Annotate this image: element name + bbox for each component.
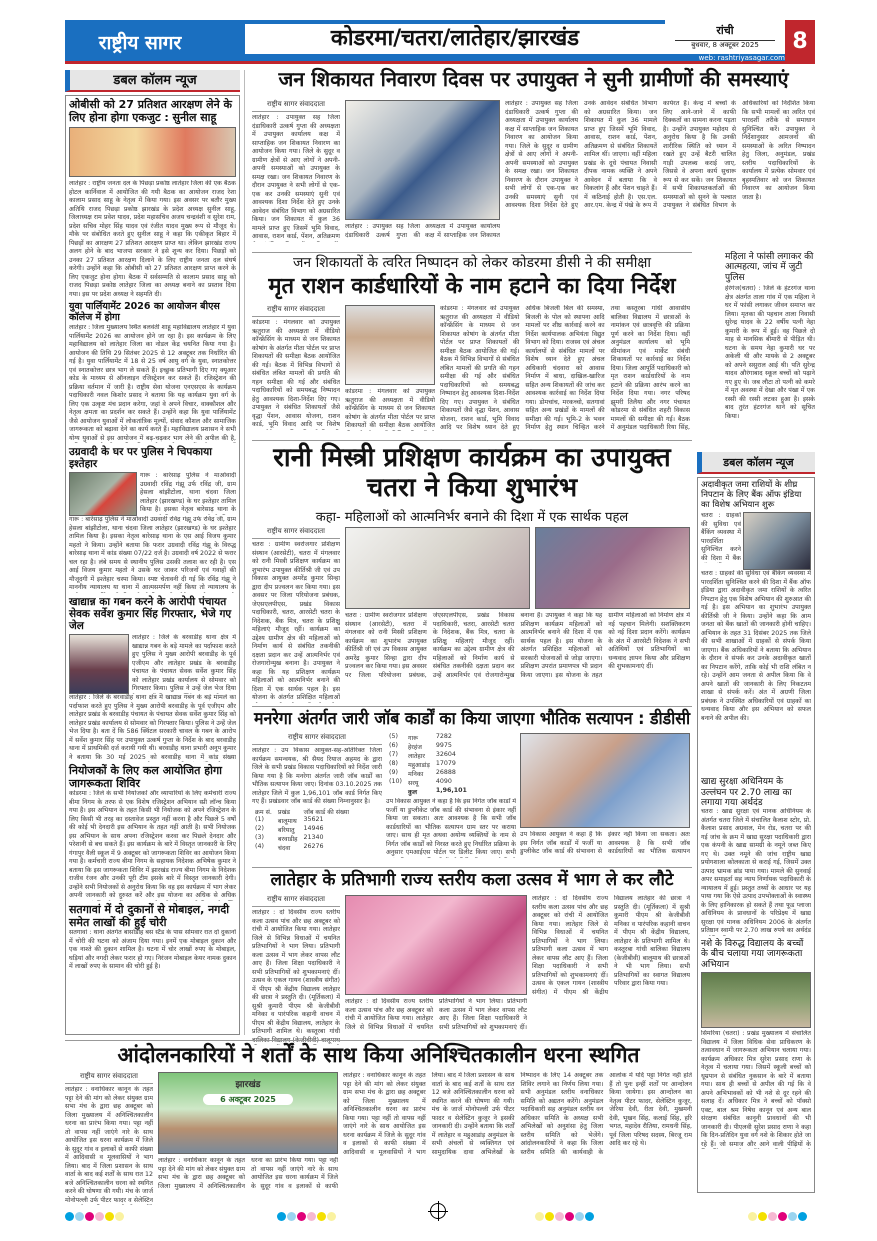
date-box xyxy=(665,20,785,54)
cell: (9) xyxy=(389,769,398,776)
cell: 32604 xyxy=(435,751,456,758)
article-headline xyxy=(252,706,692,731)
crosshair-registration-icon xyxy=(430,1203,446,1219)
article-headline: खाद्यान्न का गबन करने के आरोपी पंचायत सेवक सर्वेश कुमार सिंह गिरफ्तार, भेजे गए जेल xyxy=(69,595,232,633)
article-headline: खाद्य सुरक्षा अधिनियम के उल्लंघन पर 2.70 लाख का लगाया गया अर्थदंड xyxy=(701,777,792,809)
color-registration-marks xyxy=(65,1206,125,1225)
cell: (6) xyxy=(389,742,398,749)
article-body: कोडरमा : मंगलवार को उपायुक्त ऋतुराज की अध्यक्षता में वीडियो कॉन्फ्रेंसिंग के माध्यम से जन शिकायत कोषांग के अंतर्गत मीता पोर्टल पर प्राप्त शिकायतों की समीक्षा बैठक आयोजित की गई। बैठक में विभिन्न विभागों से संबंधित लंबित मामलों की प्रगति की गहन समीक्षा की गई और संबंधित पदाधिकारियों को समयबद्ध निष्पादन हेतु आवश्यक दिशा-निर्देश दिए गए। उपायुक्त ने संबंधित शिकायतों जैसे वृद्धा पेंशन, आवास योजना, राशन कार्ड, भूमि विवाद आदि पर विशेष ध्यान देते हुए अधिक बिजली बिल की समस्या, बिजली के पोल को स्थापना आदि मामलों पर शीघ्र कार्रवाई करने का निर्देश कार्यपालक अभियंता विद्युत विभाग को दिया। राजस्व एवं अंचल कार्यालयों से संबंधित मामलों पर विशेष ध्यान देते हुए अंचल अधिकारी चंदवारा को आवास निर्माण में बाधा, दाखिल-खारिज सहित अन्य शिकायतों की जांच कर आवश्यक कार्रवाई का निर्देश दिया गया। डोमचांच, मरकच्चो, सतगावां सहित अन्य प्रखंडों के मामलों की समीक्षा की गई। भूमि-2 के भवन निर्माण हेतु स्थान चिन्हित करने तथा कस्तूरबा गांधी आवासीय बालिका विद्यालय में छात्राओं के नामांकन एवं छात्रवृत्ति की प्रक्रिया पूर्ण करने का निर्देश दिया। वहीं अनुमंडल कार्यालय को भूमि सीमांकन एवं मार्केट संबंधी शिकायतों पर कार्रवाई का निर्देश दिया। जिला आपूर्ति पदाधिकारी को मृत राशन कार्डधारियों के नाम हटाने की प्रक्रिया आरंभ करने का निर्देश दिया गया। नगर परिषद झुमरी तिलैया और नगर पंचायत कोडरमा से संबंधित शहरी विकास मामलों की समीक्षा की गई। बैठक में अनुमंडल पदाधिकारी रिया सिंह, xyxy=(440,305,690,431)
edition-date: बुधवार, 8 अक्टूबर 2025 xyxy=(675,40,775,50)
awareness-campaign-photo xyxy=(701,972,811,1028)
article-body: लातेहार : उपायुक्त सह जिला दंडाधिकारी उत्कर्ष गुप्ता की अध्यक्षता में उपायुक्त कार्यालय कक्ष में साप्ताहिक जन शिकायत निवारण का आयोजन किया गया। जिले के सुदूर व ग्रामीण क्षेत्रों से आए लोगों ने अपनी-अपनी समस्याओं को उपायुक्त के समक्ष रखा। जन शिकायत निवारण के दौरान उपायुक्त ने सभी लोगों से एक-एक कर उनकी समस्याएं सुनी एवं आवश्यक दिशा निर्देश देते हुए उनके आवेदन संबंधित विभाग को अग्रसारित किया। जन शिकायत में कुल 36 मामले प्राप्त हुए जिसमें भूमि विवाद, आवास, राशन कार्ड, पेंशन, अतिक्रमण से संबंधित शिकायतें शामिल थीं। जाएगा। वहीं महिला प्रखंड के दूधे पंचायत निवासी दीपक नामक व्यक्ति ने अपने आवेदन में बताया कि वे विकलांग हैं और पेंशन चाहते हैं। में कठिनाई होती है। एस.एल. आर.एम. केन्द्र में पंखे के रूप में कार्यरत हैं। केन्द्र में बच्चों के लिए आने-जाने में काफी दिक्कतों का सामना करना पड़ता है। उन्होंने उपायुक्त महोदय से अनुरोध किया है कि उनकी शारीरिक स्थिति को ध्यान में रखते हुए उन्हें बैटरी चालित गाड़ी उपलब्ध कराई जाए, जिससे वे अपना कार्य सुचारू रूप से कर सकें। जन शिकायत में सभी शिकायतकर्ताओं की समस्याओं को सुनने के पश्चात उपायुक्त ने संबंधित विभाग के अधिकारियों को निर्देशित किया कि सभी मामलों का त्वरित एवं पारदर्शी तरीके से समाधान सुनिश्चित करें। उपायुक्त ने निर्देशानुसार आमजनों की समस्याओं के त्वरित निष्पादन हेतु जिला, अनुमंडल, प्रखंड स्तरीय पदाधिकारियों के कार्यालय में प्रत्येक सोमवार एवं बृहस्पतिवार को जन शिकायत निवारण का आयोजन किया जाता है। xyxy=(505,100,815,209)
article-body: चतरा : ग्रामीण स्वरोजगार प्रशिक्षण संस्थान (आरसेटी), चतरा में मंगलवार को रानी मिस्त्री प्रशिक्षण कार्यक्रम का शुभारंभ उपायुक्त कीर्तिश्री जी एवं उप विकास आयुक्त अमरेंद्र कुमार सिन्हा द्वारा दीप प्रज्वलन कर किया गया। इस अवसर पर जिला परियोजना प्रबंधक, जेएसएलपीएस, प्रखंड विकास पदाधिकारी, चतरा, आरसेटी चतरा के निदेशक, बैंक मित्र, चतरा के प्रशिक्षु महिलाएं मौजूद रहीं। कार्यक्रम का उद्देश्य ग्रामीण क्षेत्र की महिलाओं को निर्माण कार्य से संबंधित तकनीकी दक्षता प्रदान कर उन्हें आत्मनिर्भर एवं रोजगारोन्मुख बनाना है। उपायुक्त ने कहा कि यह प्रशिक्षण कार्यक्रम महिलाओं को आत्मनिर्भर बनाने की दिशा में एक सार्थक पहल है। इस योजना के अंतर्गत प्रशिक्षित महिलाओं को सरकारी योजनाओं से जोड़ा जाएगा। प्रशिक्षण उपरांत प्रमाणपत्र भी प्रदान किया जाएगा। इस योजना के तहत ग्रामीण महिलाओं को निर्माण क्षेत्र में नई पहचान मिलेगी। सशक्तिकरण को नई दिशा प्रदान करेंगे। कार्यक्रम के अंत में आरसेटी निदेशक ने सभी अतिथियों एवं प्रतिभागियों का धन्यवाद ज्ञापन किया और प्रशिक्षण की शुभकामनाएं दीं। xyxy=(345,612,690,679)
double-column-news-label: डबल कॉलम न्यूज xyxy=(697,452,815,474)
article-photo xyxy=(69,472,137,516)
newspaper-logo: राष्ट्रीय सागर xyxy=(98,32,182,54)
table-row xyxy=(252,843,352,852)
cell: हेरहंज xyxy=(407,744,422,751)
kicker xyxy=(252,255,692,272)
mnrega-col2 xyxy=(386,733,516,858)
cell: बरियातु xyxy=(277,826,295,834)
table-row xyxy=(386,760,470,769)
article-body: कोडरमा : जिले के सभी नियोजकों और व्यापारियों के लिए कर्मचारी राज्य बीमा निगम के तरफ से एक विशेष रजिस्ट्रेशन अभियान स्प्री लॉन्च किया गया है। इस अभियान के तहत किसी भी नियोजक को अपने रजिस्ट्रेशन के लिए किसी भी तरह का दस्तावेज प्रस्तुत नहीं करना है और पिछले 5 वर्षों की कोई भी देनदारी इस अभियान के तहत नहीं आती है। सभी नियोजक इस अभियान के साथ अपना रजिस्ट्रेशन करवा कर पिछले देनदार और परेशानी से बच सकते हैं। इस कार्यक्रम के बारे में विस्तृत जानकारी के लिए गंगापुर वैली स्कूल में 9 अक्टूबर को जागरूकता शिविर का आयोजन किया गया है। कर्मचारी राज्य बीमा निगम के सहायक निदेशक अभिषेक कुमार ने बताया कि इस जागरूकता शिविर में झारखंड राज्य बीमा निगम के निदेशक राजीव रंजन और उनकी पूरी टीम इसके बारे में विस्तृत जानकारी देगी। उन्होंने सभी नियोजकों से अनुरोध किया कि वह इस कार्यक्रम में भाग लेकर अपनी जानकारी को दुरुस्त करें और इस योजना का अधिक से अधिक xyxy=(69,790,236,900)
article-body: सिमरिया (चतरा) : प्रखंड मुख्यालय में संचालित विद्यालय में जिला विधिक सेवा प्राधिकरण के तत्वावधान में जागरूकता अभियान चलाया गया। कार्यक्रम अधिकार मित्र सुरेश प्रसाद राणा के नेतृत्व में चलाया गया। जिसमें स्कूली बच्चों को धूम्रपान से संबंधित नुकसान के बारे में बताया गया। साथ ही बच्चों से अपील की गई कि वे अपने अभिभावकों को भी नशे से दूर रहने की सलाह दें। अधिकार मित्र ने बच्चों को पॉक्सो एक्ट, बाल श्रम निषेध कानून एवं अन्य बाल संरक्षण संबंधित कानूनी प्रावधानों की भी जानकारी दी। पीएलवी सुरेश प्रसाद राणा ने कहा कि दिन-प्रतिदिन युवा वर्ग नशे के शिकार होते जा रहे हैं। जो समाज और आने वाली पीढ़ियों के xyxy=(701,1030,811,1148)
cell: 21340 xyxy=(303,833,324,841)
cell: 1,96,101 xyxy=(435,787,467,794)
cell: कुल xyxy=(407,789,418,796)
banner-text: झारखंड xyxy=(235,1080,261,1090)
cell: (8) xyxy=(389,760,398,767)
column-header: प्रखंड xyxy=(277,808,290,816)
article-body: गारू : बारेसाढ़ पुलिस ने माओवादी उग्रवादी रविंद्र गंझू उर्फ रविंद्र जी, ग्राम हेसला बांझीटोला, थाना चंदवा जिला लातेहार (झारखण्ड) के घर इश्तेहार तामिल किया है। इसका नेतृत्व बारेसाढ़ थाना के एस आई विजय कुमार महतो ने किया। उन्होंने बताया कि फरार उग्रवादी रविंद्र गंझू के विरुद्ध बारेसाढ़ थाना में कांड संख्या 07/22 दर्ज है। उग्रवादी वर्ष 2022 से फरार चल रहा है। लंबे समय से स्थानीय पुलिस उसकी तलाश कर रही है। एस आई विजय कुमार महतो ने उसके घर जाकर परिजनों एवं गवाहों की मौजूदगी में इश्तेहार चस्पा किया। स्पष्ट चेतावनी दी गई कि रविंद्र गंझू ने माननीय न्यायालय या थाना में आत्मसमर्पण नहीं किया तो न्यायालय के xyxy=(69,516,236,592)
double-column-news-label: डबल कॉलम न्यूज xyxy=(65,70,240,92)
top-byline-block xyxy=(252,100,340,242)
article-headline: उग्रवादी के घर पर पुलिस ने चिपकाया इश्तेहार xyxy=(69,446,212,471)
training-photo-1 xyxy=(345,527,530,609)
masthead xyxy=(65,20,815,64)
right-news-box xyxy=(697,477,815,1193)
column-header: जॉब कार्ड की संख्या xyxy=(303,808,349,816)
color-registration-marks xyxy=(535,1206,595,1225)
article-body: लातेहार : वनाधिकार कानून के तहत पट्टा देने की मांग को लेकर संयुक्त ग्राम सभा मंच के द्वारा छह अक्टूबर को जिला मुख्यालय में अनिश्चितकालीन धरना का प्रारंभ किया गया। पट्टा नहीं तो वापस नहीं जाएंगे नारे के साथ आयोजित इस धरना कार्यक्रम में जिले के सुदूर गांव व इलाकों से काफी संख्या में आदिवासी व मूलवासियों ने भाग लिया। बाद में जिला प्रशासन के साथ वार्ता के बाद कई शर्तों के साथ रात 12 बजे अनिश्चितकालीन धरना को स्थगित करने की घोषणा की गयी। मंच के जार्ज मोनोपल्ली उर्फ पीटर फादर व सेलेस्टिन xyxy=(65,1086,153,1204)
kodarma-story xyxy=(252,252,692,302)
article-body: चतरा : ग्राहकों की सुविधा एवं बैंकिंग व्यवस्था में पारदर्शिता सुनिश्चित करने की दिशा में बैंक ऑफ इंडिया द्वारा अदावीकृत जमा राशियों के त्वरित निपटान हेतु एक विशेष अभियान की शुरुआत की गई है। इस अभियान का शुभारंभ उपायुक्त कीर्तिश्री जी ने किया। उन्होंने कहा कि आम जनता को बैंक खातों की जानकारी होनी चाहिए। अभियान के तहत 31 दिसंबर 2025 तक जिले की सभी शाखाओं में ग्राहकों से संपर्क किया जाएगा। बैंक अधिकारियों ने बताया कि अभियान के दौरान वे संपर्क कर उनके अदावीकृत खातों का निपटान करेंगे, ताकि कोई भी राशि लंबित न रहे। उन्होंने आम जनता से अपील किया कि वे अपने खातों की जानकारी के लिए निकटतम शाखा से संपर्क करें। अंत में अग्रणी जिला प्रबंधक ने उपस्थित अधिकारियों एवं ग्राहकों का धन्यवाद किया और इस अभियान को सफल बनाने की अपील की। xyxy=(701,570,811,722)
cell: 4090 xyxy=(435,778,452,785)
cell: (4) xyxy=(255,842,264,850)
bank-campaign-photo xyxy=(743,512,811,570)
color-registration-marks xyxy=(748,1206,808,1225)
byline: राष्ट्रीय सागर संवाददाता xyxy=(252,527,340,539)
column-header: क्रम सं. xyxy=(255,808,272,816)
article-body: कोडरमा : मंगलवार को उपायुक्त ऋतुराज की अध्यक्षता में वीडियो कॉन्फ्रेंसिंग के माध्यम से जन शिकायत कोषांग के अंतर्गत मीता पोर्टल पर प्राप्त शिकायतों की समीक्षा बैठक आयोजित xyxy=(345,388,435,429)
article-headline: अदावीकृत जमा राशियों के शीघ्र निपटान के लिए बैंक ऑफ इंडिया का विशेष अभियान शुरू xyxy=(701,480,802,510)
color-registration-marks xyxy=(277,1206,337,1225)
article-body: सतगावां : थाना अंतर्गत बासोडीह बस स्टैंड के पास सोमवार रात दो दुकानों में चोरी की घटना को अंजाम दिया गया। इनमें एक मोबाइल दुकान और एक नाश्ते की दुकान शामिल है। घटना में चोर लाखों रुपए के मोबाइल, घड़ियां और नगदी लेकर फरार हो गए। निरंजन मोबाइल केयर नामक दुकान में लाखों रुपए के सामान की चोरी हुई है। xyxy=(69,929,236,971)
table-row xyxy=(252,816,352,825)
article-body: लातेहार : वनाधिकार कानून के तहत पट्टा देने की मांग को लेकर संयुक्त ग्राम सभा मंच के द्वारा छह अक्टूबर को जिला मुख्यालय में अनिश्चितकालीन धरना का प्रारंभ किया गया। पट्टा नहीं तो वापस नहीं जाएंगे नारे के साथ आयोजित इस धरना कार्यक्रम में जिले के सुदूर गांव व इलाकों से काफी xyxy=(158,1157,338,1190)
table-row xyxy=(386,742,470,751)
edition-city: रांची xyxy=(716,24,734,37)
article-headline: नियोजकों के लिए कल आयोजित होगा जागरूकता शिविर xyxy=(69,764,223,790)
cell: महुआडांड़ xyxy=(407,762,430,769)
article-body: लातेहार : दो दिवसीय राज्य स्तरीय कला उत्सव पांच और छह अक्टूबर को रांची में आयोजित किया गया। लातेहार जिले से विभिन्न विधाओं में चयनित प्रतिभागियों ने भाग लिया। प्रतिभागी कला उत्सव में भाग लेकर वापस लौट आए हैं। जिला शिक्षा पदाधिकारी ने सभी प्रतिभागियों को शुभकामनाएं दीं। उत्सव के एकल गायन (शास्त्रीय संगीत) में पीएम श्री केंद्रीय विद्यालय लातेहार की छात्रा ने प्रस्तुति दी। (मूर्तिकला) में सुश्री कुमारी पीएम श्री केजीबीवी मनिका व पारंपरिक कहानी वाचन में पीएम श्री केंद्रीय विद्यालय, लातेहार के प्रतिभागी शामिल थे। कस्तूरबा गांधी बालिका विद्यालय (केजीबीवी) बालूमाथ की छात्राओं ने भी भाग लिया। सभी प्रतिभागियों का स्वागत विद्यालय परिवार द्वारा किया गया। xyxy=(532,895,690,996)
left-news-box xyxy=(65,95,240,1035)
article-body: लातेहार : जिले के बरवाडीह थाना क्षेत्र में खाद्यान्न गबन के बड़े मामले का पर्दाफाश करते हुए पुलिस ने मुख्य आरोपी बरवाडीह के पूर्व एजीएम और लातेहार प्रखंड के बरवाडीह पंचायत के पंचायत सेवक सर्वेश कुमार सिंह को लातेहार प्रखंड कार्यालय से सोमवार को गिरफ्तार किया। पुलिस ने उन्हें जेल भेज दिया है। बता दें कि 586 क्विंटल सरकारी चावल के गबन के आरोप में सर्वेश कुमार सिंह पर उपायुक्त उत्कर्ष गुप्ता के निर्देश के बाद बरवाडीह थाना में प्राथमिकी दर्ज करायी गयी थी। बरवाडीह थाना प्रभारी अनूप कुमार ने बताया कि 30 मई 2025 को बरवाडीह थाना में कांड संख्या xyxy=(69,694,236,761)
article-headline: रानी मिस्त्री प्रशिक्षण कार्यक्रम का उपायुक्त चतरा ने किया शुभारंभ xyxy=(273,443,671,503)
cell: लातेहार xyxy=(407,753,425,760)
cell: बालूमाथ xyxy=(277,817,297,825)
article-headline-text: मनरेगा अंतर्गत जारी जॉब कार्डों का किया जाएगा भौतिक सत्यापन : डीडीसी xyxy=(253,709,691,729)
job-card-table-cont xyxy=(386,733,470,796)
article-body: लातेहार : उप विकास आयुक्त-सह-अतिरिक्त जिला कार्यक्रम समन्वयक, श्री सैयद रियाज अहमद के द्वारा जिले के सभी प्रखंड विकास पदाधिकारियों को निर्देश जारी किया गया है कि मनरेगा अंतर्गत जारी जॉब कार्डों का भौतिक सत्यापन किया जाए। दिनांक 03.10.2025 तक लातेहार जिले में कुल 1,96,101 जॉब कार्ड निर्गत किए गए हैं। प्रखंडवार जॉब कार्ड की संख्या निम्नानुसार है। xyxy=(252,747,382,805)
top-headline-text: जन शिकायत निवारण दिवस पर उपायुक्त ने सुनी ग्रामीणों की समस्याएं xyxy=(278,67,789,91)
kala-byline-block xyxy=(252,895,340,1045)
cell: (1) xyxy=(255,815,264,823)
article-headline-text: आंदोलनकारियों ने शर्तों के साथ किया अनिश्चितकालीन धरना स्थगित xyxy=(117,1043,640,1067)
cell: 7282 xyxy=(435,733,452,740)
article-body-intro: गारू : बारेसाढ़ पुलिस ने माओवादी उग्रवादी रविंद्र गंझू उर्फ रविंद्र जी, ग्राम हेसला बांझीटोला, थाना चंदवा जिला लातेहार (झारखण्ड) के घर इश्तेहार तामिल किया है। इसका नेतृत्व बारेसाढ़ थाना के xyxy=(140,472,236,514)
article-body: चतरा : ग्रामीण स्वरोजगार प्रशिक्षण संस्थान (आरसेटी), चतरा में मंगलवार को रानी मिस्त्री प्रशिक्षण कार्यक्रम का शुभारंभ उपायुक्त कीर्तिश्री जी एवं उप विकास आयुक्त अमरेंद्र कुमार सिन्हा द्वारा दीप प्रज्वलन कर किया गया। इस अवसर पर जिला परियोजना प्रबंधक, जेएसएलपीएस, प्रखंड विकास पदाधिकारी, चतरा, आरसेटी चतरा के निदेशक, बैंक मित्र, चतरा के प्रशिक्षु महिलाएं मौजूद रहीं। कार्यक्रम का उद्देश्य ग्रामीण क्षेत्र की महिलाओं को निर्माण कार्य से संबंधित तकनीकी दक्षता प्रदान कर उन्हें आत्मनिर्भर एवं रोजगारोन्मुख बनाना है। उपायुक्त ने कहा कि यह प्रशिक्षण कार्यक्रम महिलाओं को आत्मनिर्भर बनाने की दिशा में एक सार्थक पहल है। इस योजना के अंतर्गत प्रशिक्षित महिलाओं xyxy=(252,541,340,701)
cell: 9975 xyxy=(435,742,452,749)
article-body: हेरंगंज(चतरा) : जिले के हंटरगंज थाना क्षेत्र अंतर्गत ताला गांव में एक महिला ने घर में फांसी लगाकर जीवन समाप्त कर लिया। मृतका की पहचान ताला निवासी सुरेन्द्र यादव के 22 वर्षीय पत्नी नेहा कुमारी के रूप में हुई। वह पिछले दो माह से मानसिक बीमारी से पीड़ित थी। घटना के समय नेहा कुमारी घर पर अकेली थी और मायके से 2 अक्टूबर को अपने ससुराल आई थी। पति सुरेन्द्र यादव औरंगाबाद स्कूल बच्चों को पढ़ाने गए हुए थे। जब लौटा तो पत्नी को कमरे में मृत अवस्था में देखा और पंखा में एक रस्सी की रस्सी लटका हुआ है। इसके बाद तुरंत हंटरगंज थाने को सूचित किया। xyxy=(725,285,815,420)
article-body-intro: चतरा : ग्राहकों की सुविधा एवं बैंकिंग व्यवस्था में पारदर्शिता सुनिश्चित करने की दिशा में बैंक xyxy=(701,512,741,562)
cell: चंदवा xyxy=(277,844,291,852)
article-photo xyxy=(69,127,236,177)
article-subheadline: कहा- महिलाओं को आत्मनिर्भर बनाने की दिशा में एक सार्थक पहल xyxy=(315,509,629,525)
article-headline xyxy=(252,867,692,892)
cell: 26888 xyxy=(435,769,456,776)
cell: (3) xyxy=(255,833,264,841)
kodarma-byline-block xyxy=(252,305,340,430)
article-headline: महिला ने फांसी लगाकर की आत्महत्या, जांच में जुटी पुलिस xyxy=(725,252,814,283)
ddc-photo xyxy=(520,733,690,828)
article-headline: नशे के विरुद्ध विद्यालय के बच्चों के बीच चलाया गया जागरूकता अभियान xyxy=(701,939,804,970)
rani-byline-block xyxy=(252,527,340,703)
table-total-row xyxy=(386,787,470,796)
job-card-table xyxy=(252,807,352,852)
cell: गारू xyxy=(407,735,419,742)
byline: राष्ट्रीय सागर संवाददाता xyxy=(252,733,382,745)
article-body: उप विकास आयुक्त ने कहा है कि इस निर्गत जॉब कार्डों में फर्जी या डुप्लीकेट जॉब कार्ड की संभावना से इंकार नहीं किया जा सकता। अतः आवश्यक है कि सभी जॉब कार्डधारियों का भौतिक सत्यापन xyxy=(520,831,690,855)
cell: 17079 xyxy=(435,760,456,767)
cell: (10) xyxy=(389,778,402,785)
article-body-intro: लातेहार : जिले के बरवाडीह थाना क्षेत्र में खाद्यान्न गबन के बड़े मामले का पर्दाफाश करते हुए पुलिस ने मुख्य आरोपी बरवाडीह के पूर्व एजीएम और लातेहार प्रखंड के बरवाडीह पंचायत के पंचायत सेवक सर्वेश कुमार सिंह को लातेहार प्रखंड कार्यालय से सोमवार को गिरफ्तार किया। पुलिस ने उन्हें जेल भेज दिया xyxy=(132,634,236,693)
cell: सरयू xyxy=(407,780,419,787)
article-headline xyxy=(65,1040,692,1070)
cell: मनिका xyxy=(407,771,424,778)
table-row xyxy=(386,769,470,778)
kicker-text: जन शिकायतों के त्वरित निष्पादन को लेकर कोडरमा डीसी ने की समीक्षा xyxy=(292,255,652,271)
article-body: लातेहार : राष्ट्रीय जनता दल के पिछड़ा प्रकोष्ठ लातेहार जिला की एक बैठक होटल कार्निवाल में आयोजित की गयी बैठक का आयोजन राजद रेशा कालाम प्रसाद साहू के नेतृत्व में किया गया। इस अवसर पर बतौर मुख्य अतिथि राजद पिछड़ा प्रकोष्ठ झारखंड के प्रदेश अध्यक्ष सुनील साहू, जिलाध्यक्ष राम प्रवेश यादव, प्रदेश महासचिव अजय चन्द्रवंशी व सुरेश राम, प्रदेश सचिव मोहर सिंह यादव एवं रंजीत यादव मुख्य रूप से मौजूद थे। मौके पर संबोधित करते हुए सुनील साहू ने कहा कि एकीकृत बिहार में पिछड़ों का आरक्षण 27 प्रतिशत आरक्षण प्राप्त था। लेकिन झारखंड राज्य अलग होने के बाद भाजपा सरकार ने इसे शून्य कर दिया। पिछड़ों को उनका 27 प्रतिशत आरक्षण दिलाने के लिए राष्ट्रीय जनता दल संघर्ष करेगी। उन्होंने कहा कि ओबीसी को 27 प्रतिशत आरक्षण प्राप्त करने के लिए एकजुट होना होगा। बैठक में सर्वसम्मति से कालाम प्रसाद साहू को राजद पिछड़ा प्रकोष्ठ लातेहार जिला का अध्यक्ष बनाने का प्रस्ताव दिया गया। इस पर प्रदेश अध्यक्ष ने सहमति दी। xyxy=(69,180,236,298)
suicide-story xyxy=(725,252,815,430)
kala-utsav-photo xyxy=(345,895,527,995)
article-headline: ओबीसी को 27 प्रतिशत आरक्षण लेने के लिए होना होगा एकजुट : सुनील साहू xyxy=(69,98,232,124)
protest-photo xyxy=(158,1072,338,1154)
article-headline-text: मृत राशन कार्डधारियों के नाम हटाने का दिया निर्देश xyxy=(268,274,676,299)
table-row xyxy=(252,825,352,834)
article-body: लातेहार : वनाधिकार कानून के तहत पट्टा देने की मांग को लेकर संयुक्त ग्राम सभा मंच के द्वारा छह अक्टूबर को जिला मुख्यालय में अनिश्चितकालीन धरना का प्रारंभ किया गया। पट्टा नहीं तो वापस नहीं जाएंगे नारे के साथ आयोजित इस धरना कार्यक्रम में जिले के सुदूर गांव व इलाकों से काफी संख्या में आदिवासी व मूलवासियों ने भाग लिया। बाद में जिला प्रशासन के साथ वार्ता के बाद कई शर्तों के साथ रात 12 बजे अनिश्चितकालीन धरना को स्थगित करने की घोषणा की गयी। मंच के जार्ज मोनोपल्ली उर्फ पीटर फादर व सेलेस्टिन कुजूर ने इसकी जानकारी दी। उन्होंने बताया कि शर्तों में लातेहार व महुआडांड़ अनुमंडल के सभी अंचलों से व्यक्तिगत एवं सामुदायिक दावा अभिलेखों के निष्पादन के लिए 14 अक्टूबर तक शिविर लगाने का निर्णय लिया गया। सभी अनुमंडल स्तरीय वनाधिकार समिति को अद्यतन करेंगे। अनुमंडल पदाधिकारी सह अनुमंडल स्तरीय वन अधिकार समिति के अध्यक्ष सभी अभिलेखों को अनुशंसा हेतु जिला स्तरीय समिति को भेजेंगे। आंदोलनकारियों ने कहा कि जिला स्तरीय समिति की कार्यवाही के आलोक में यदि पट्टा निर्गत नहीं होते हैं तो पुनः इन्हीं शर्तों पर आन्दोलन किया जायेगा। इस आन्दोलन का नेतृत्व पीटर फादर, सेलेस्टिन कुजूर, जेरिया देवी, रीता देवी, मुखमनी देवी, भूखन सिंह, कलाई सिंह, हरि भगत, महादेव रौतिया, रामधनी सिंह, पूर्व जिला परिषद सदस्य, बिरजू राम आदि कर रहे थे। xyxy=(343,1072,692,1156)
cell: (2) xyxy=(255,824,264,832)
cell: (5) xyxy=(389,733,398,740)
protest-byline-block xyxy=(65,1072,153,1205)
cell: 35621 xyxy=(303,815,324,823)
top-headline xyxy=(252,68,815,94)
website-url: web: rashtriyasagar.com xyxy=(698,54,785,62)
cell: (7) xyxy=(389,751,398,758)
byline: राष्ट्रीय सागर संवाददाता xyxy=(252,895,340,907)
article-body: कोडरमा : मंगलवार को उपायुक्त ऋतुराज की अध्यक्षता में वीडियो कॉन्फ्रेंसिंग के माध्यम से जन शिकायत कोषांग के अंतर्गत मीता पोर्टल पर प्राप्त शिकायतों की समीक्षा बैठक आयोजित की गई। बैठक में विभिन्न विभागों से संबंधित लंबित मामलों की प्रगति की गहन समीक्षा की गई और संबंधित पदाधिकारियों को समयबद्ध निष्पादन हेतु आवश्यक दिशा-निर्देश दिए गए। उपायुक्त ने संबंधित शिकायतों जैसे वृद्धा पेंशन, आवास योजना, राशन कार्ड, भूमि विवाद आदि पर विशेष xyxy=(252,319,340,428)
article-body: लातेहार : दो दिवसीय राज्य स्तरीय कला उत्सव पांच और छह अक्टूबर को रांची में आयोजित किया गया। लातेहार जिले से विभिन्न विधाओं में चयनित प्रतिभागियों ने भाग लिया। प्रतिभागी कला उत्सव में भाग लेकर वापस लौट आए हैं। जिला शिक्षा पदाधिकारी ने सभी प्रतिभागियों को शुभकामनाएं दीं। xyxy=(345,998,527,1031)
right-column xyxy=(697,452,815,1193)
table-row xyxy=(252,834,352,843)
cell: बरवाडीह xyxy=(277,835,298,843)
article-headline-text: लातेहार के प्रतिभागी राज्य स्तरीय कला उत्सव में भाग ले कर लौटे xyxy=(270,870,674,890)
table-row xyxy=(386,751,470,760)
training-photo-2 xyxy=(535,527,690,609)
accused-photo xyxy=(69,634,129,694)
article-body: उप विकास आयुक्त ने कहा है कि इस निर्गत जॉब कार्डों में फर्जी या डुप्लीकेट जॉब कार्ड की संभावना से इंकार नहीं किया जा सकता। अतः आवश्यक है कि सभी जॉब कार्डधारियों का भौतिक सत्यापन ग्राम स्तर पर कराया जाए। साथ ही मृत अथवा अयोग्य व्यक्तियों के नाम से निर्गत जॉब कार्डों को निरस्त करते हुए निर्धारित प्रक्रिया के अनुसार एमआईएस पोर्टल पर डिलीट किया जाए। सभी xyxy=(386,798,516,856)
left-column xyxy=(65,70,245,1035)
article-headline: युवा पार्लियामेंट 2026 का आयोजन बीएस कॉलेज में होगा xyxy=(69,301,220,324)
banner-date: 6 अक्टूबर 2025 xyxy=(203,1094,293,1105)
article-body: चतरा : खाद्य सुरक्षा एवं मानक अधिनियम के अंतर्गत चतरा जिले में संचालित कैलाश स्टोर, प्रो. कैलाश प्रसाद अग्रवाल, मेन रोड, चतरा पर की गई जांच के क्रम में खाद्य सुरक्षा पदाधिकारी द्वारा एक कंपनी के खाद्य सामग्री के नमूने जब्त किए गए थे। उक्त नमूने की जांच राष्ट्रीय खाद्य प्रयोगशाला कोलकाता से कराई गई, जिसमें उक्त उत्पाद भ्रामक ब्रांड पाया गया। मामले की सुनवाई अपर समाहर्ता सह न्याय निर्णायक पदाधिकारी के न्यायालय में हुई। प्रस्तुत तथ्यों के आधार पर यह पाया गया कि ऐसे उत्पाद उपभोक्ताओं के स्वास्थ्य के लिए हानिकारक हो सकते हैं तथा फूड प्लाजा अधिनियम के प्रावधानों के परिप्रेक्ष्य में खाद्य सुरक्षा एवं मानक अधिनियम 2006 के अंतर्गत प्रतिष्ठान स्वामी पर 2.70 लाख रुपये का अर्थदंड xyxy=(701,808,811,935)
deputy-commissioner-photo xyxy=(345,305,435,385)
article-body: लातेहार : दो दिवसीय राज्य स्तरीय कला उत्सव पांच और छह अक्टूबर को रांची में आयोजित किया गया। लातेहार जिले से विभिन्न विधाओं में चयनित प्रतिभागियों ने भाग लिया। प्रतिभागी कला उत्सव में भाग लेकर वापस लौट आए हैं। जिला शिक्षा पदाधिकारी ने सभी प्रतिभागियों को शुभकामनाएं दीं। उत्सव के एकल गायन (शास्त्रीय संगीत) में पीएम श्री केंद्रीय विद्यालय लातेहार की छात्रा ने प्रस्तुति दी। (मूर्तिकला) में सुश्री कुमारी पीएम श्री केजीबीवी मनिका व पारंपरिक कहानी वाचन में पीएम श्री केंद्रीय विद्यालय, लातेहार के प्रतिभागी शामिल थे। कस्तूरबा गांधी बालिका विद्यालय (केजीबीवी) बालूमाथ xyxy=(252,909,340,1044)
public-hearing-photo xyxy=(345,100,500,220)
byline: राष्ट्रीय सागर संवाददाता xyxy=(252,305,340,317)
section-title: कोडरमा/चतरा/लातेहार/झारखंड xyxy=(245,24,665,54)
byline: राष्ट्रीय सागर संवाददाता xyxy=(65,1072,153,1084)
table-row xyxy=(386,733,470,742)
article-body: लातेहार : उपायुक्त सह जिला दंडाधिकारी उत्कर्ष गुप्ता की अध्यक्षता में उपायुक्त कार्यालय कक्ष में साप्ताहिक जन शिकायत xyxy=(345,223,500,239)
article-body: लातेहार : जिला मुख्यालय स्थित बलवंती शाहू महाविद्यालय लातेहार में युवा पार्लियामेंट 2026 का आयोजन होने जा रहा है। इस कार्यक्रम के लिए महाविद्यालय को लातेहार जिला का नोडल केंद्र चयनित किया गया है। आयोजन की तिथि 29 सितंबर 2025 से 12 अक्टूबर तक निर्धारित की गई है। युवा पार्लियामेंट में 18 से 25 वर्ष आयु वर्ग के युवा, स्नातकोत्तर एवं स्नातकोत्तर छात्र भाग ले सकते हैं। इच्छुक प्रतिभागी दिए गए क्यूआर कोड के माध्यम से ऑनलाइन रजिस्ट्रेशन कर सकते हैं। रजिस्ट्रेशन की प्रक्रिया वर्तमान में जारी है। राष्ट्रीय सेवा योजना एनएसएस के कार्यक्रम पदाधिकारी नवल किशोर प्रसाद ने बताया कि यह कार्यक्रम युवा वर्ग के लिए एक उत्कृष्ट मंच प्रदान करेगा, जहां वे अपने विचार, वाक्कौशल और नेतृत्व क्षमता का प्रदर्शन कर सकते हैं। उन्होंने कहा कि युवा पार्लियामेंट जैसे आयोजन युवाओं में लोकतांत्रिक मूल्यों, संवाद कौशल और सामाजिक जागरूकता को बढ़ावा देने का कार्य करते हैं। महाविद्यालय प्रशासन ने सभी योग्य युवाओं से इस आयोजन में बढ़-चढ़कर भाग लेने की अपील की है, xyxy=(69,324,236,442)
article-headline: सतगावां में दो दुकानों से मोबाइल, नगदी समेत लाखों की हुई चोरी xyxy=(69,902,230,929)
table-row xyxy=(386,778,470,787)
mnrega-col1 xyxy=(252,733,382,852)
page-number: 8 xyxy=(785,20,815,64)
cell: 26276 xyxy=(303,842,324,850)
cell: 14946 xyxy=(303,824,324,832)
rani-mistri-story xyxy=(252,440,692,524)
article-body: लातेहार : उपायुक्त सह जिला दंडाधिकारी उत्कर्ष गुप्ता की अध्यक्षता में उपायुक्त कार्यालय कक्ष में साप्ताहिक जन शिकायत निवारण का आयोजन किया गया। जिले के सुदूर व ग्रामीण क्षेत्रों से आए लोगों ने अपनी-अपनी समस्याओं को उपायुक्त के समक्ष रखा। जन शिकायत निवारण के दौरान उपायुक्त ने सभी लोगों से एक-एक कर उनकी समस्याएं सुनी एवं आवश्यक दिशा निर्देश देते हुए उनके आवेदन संबंधित विभाग को अग्रसारित किया। जन शिकायत में कुल 36 मामले प्राप्त हुए जिसमें भूमि विवाद, आवास, राशन कार्ड, पेंशन, अतिक्रमण xyxy=(252,114,340,240)
table-header-row xyxy=(252,807,352,816)
article-headline xyxy=(252,274,692,300)
byline: राष्ट्रीय सागर संवाददाता xyxy=(252,100,340,112)
